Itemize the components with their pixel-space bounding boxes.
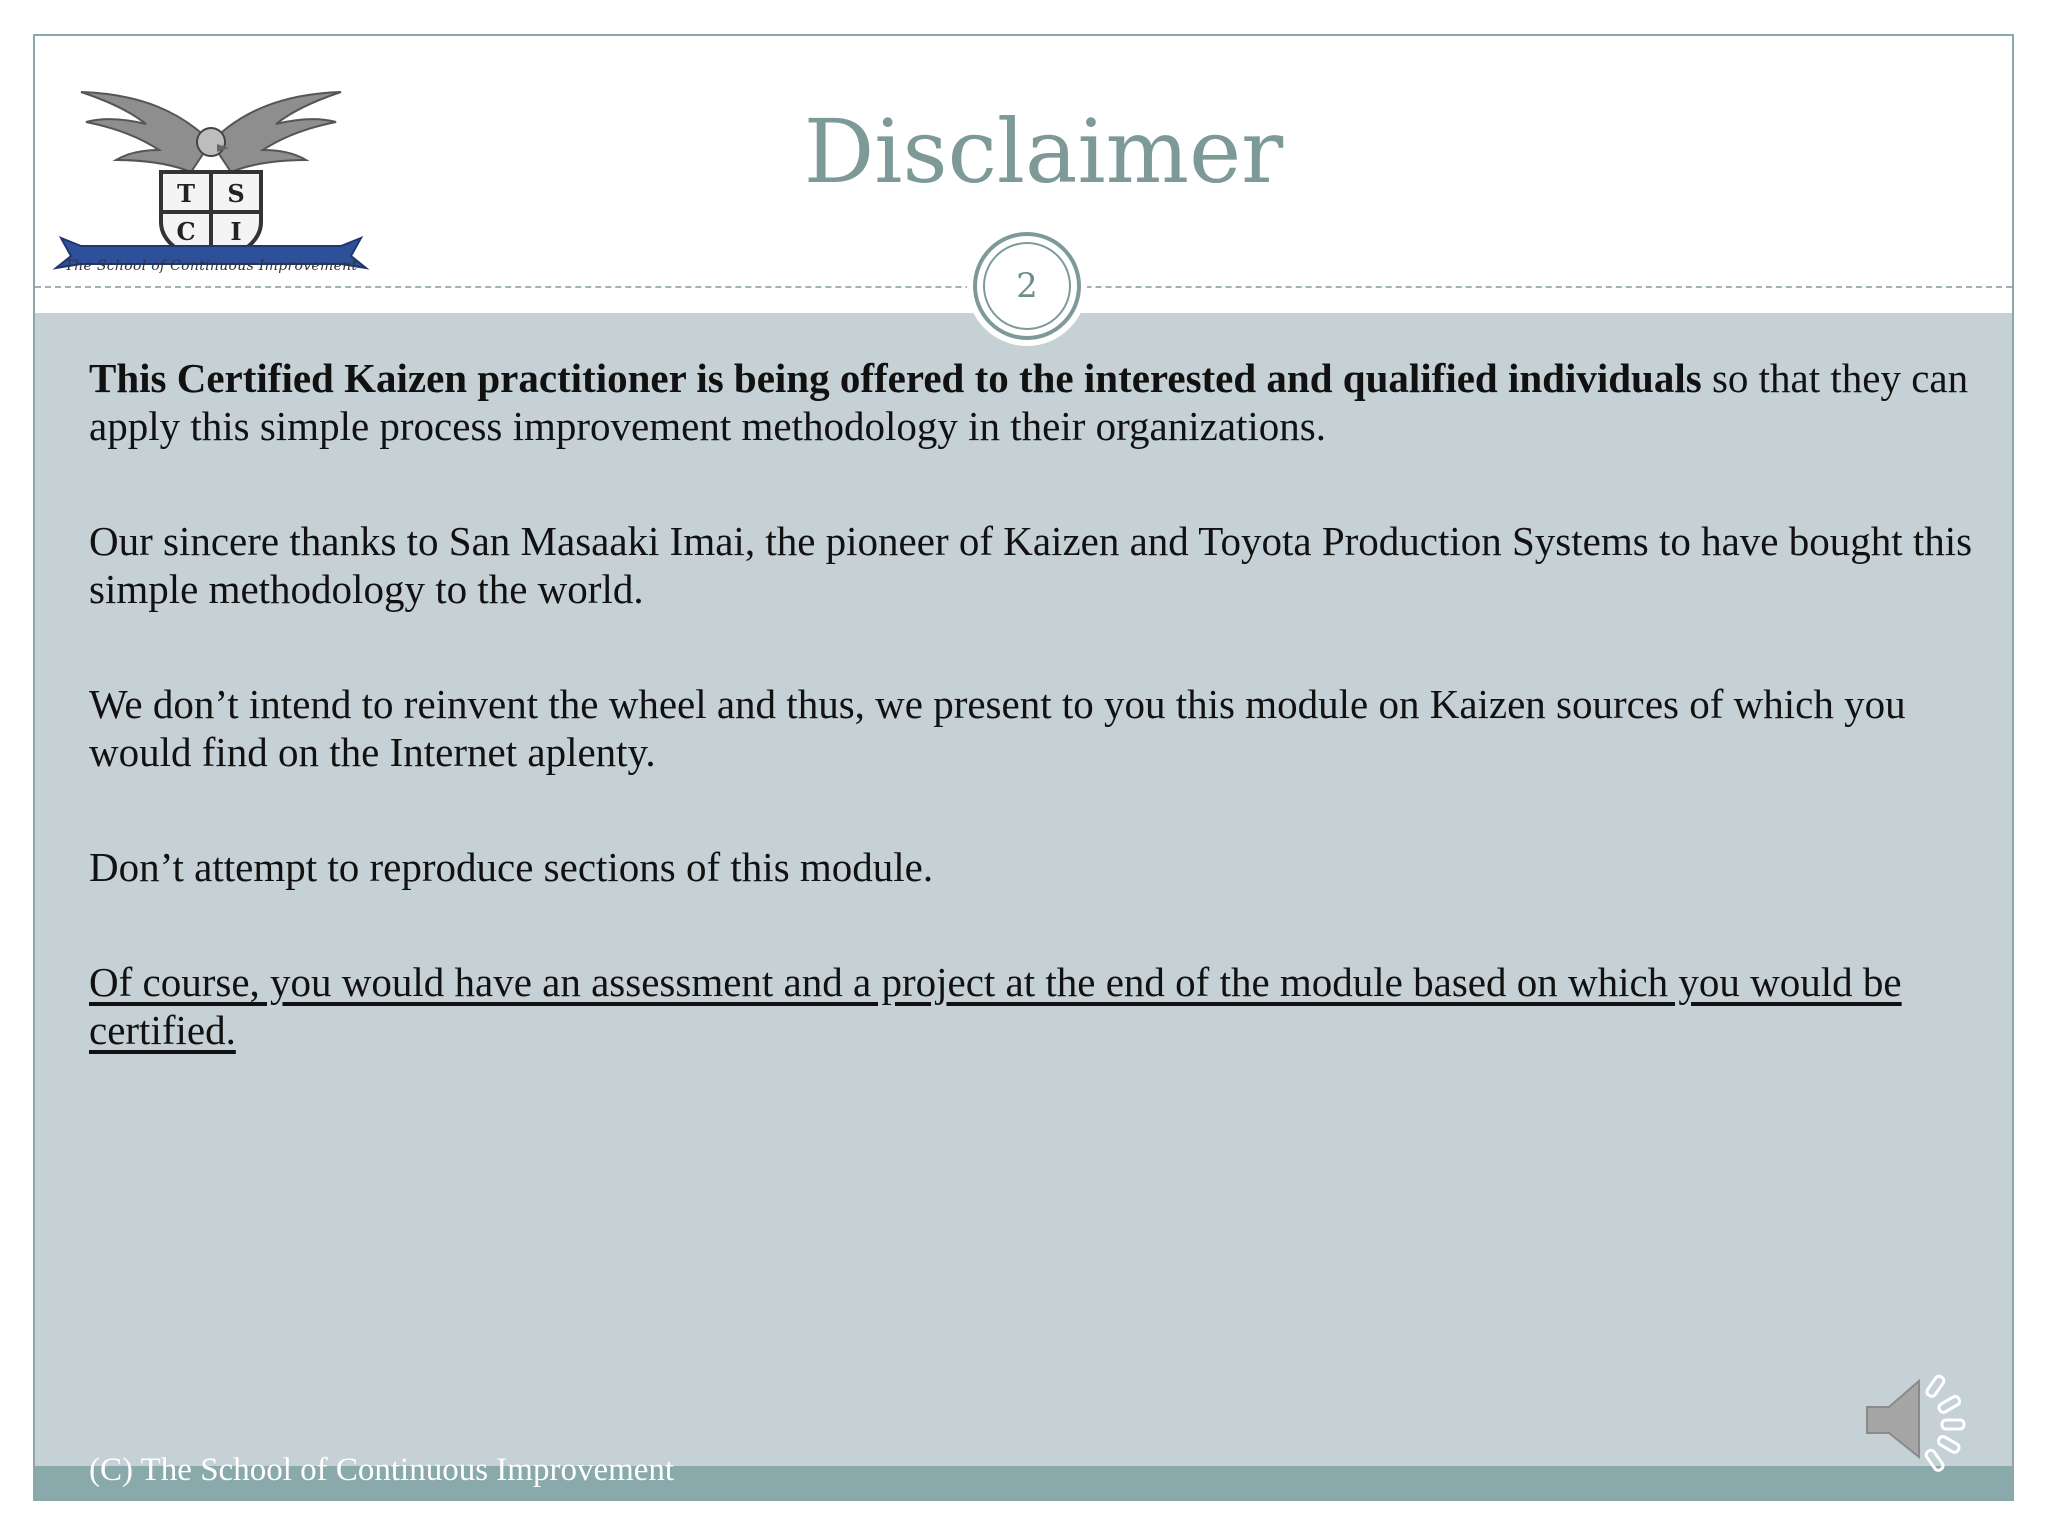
- logo-caption: The School of Continuous Improvement: [64, 258, 358, 274]
- shield-letter: S: [227, 179, 245, 208]
- footer-text: (C) The School of Continuous Improvement: [89, 1452, 675, 1488]
- paragraph-offer-rest: so that they can apply this simple process improvement methodology in their organizations.: [89, 355, 1969, 449]
- paragraph-offer: [89, 354, 1989, 450]
- paragraph-reproduce: Don’t attempt to reproduce sections of this module.: [89, 844, 934, 890]
- shield-letter: T: [177, 179, 195, 208]
- slide: [33, 34, 2014, 1501]
- page-number-badge: [973, 232, 1081, 340]
- paragraph-assessment: Of course, you would have an assessment and a project at the end of the module based on which you would be certified.: [89, 959, 1902, 1053]
- shield-letter: I: [230, 217, 242, 246]
- slide-title: Disclaimer: [803, 100, 1284, 203]
- speaker-icon[interactable]: [1861, 1357, 1971, 1477]
- paragraph-sources: We don’t intend to reinvent the wheel and thus, we present to you this module on Kaizen sources of which you would find on the Internet aplenty.: [89, 681, 1906, 775]
- paragraph-offer-bold: This Certified Kaizen practitioner is being offered to the interested and qualified individuals: [89, 355, 1702, 401]
- shield-letter: C: [176, 217, 196, 246]
- page-number: 2: [1016, 266, 1038, 306]
- paragraph-thanks: Our sincere thanks to San Masaaki Imai, the pioneer of Kaizen and Toyota Production Systems to have bought this simple methodology to the world.: [89, 518, 1973, 612]
- slide-body: [89, 354, 1989, 1121]
